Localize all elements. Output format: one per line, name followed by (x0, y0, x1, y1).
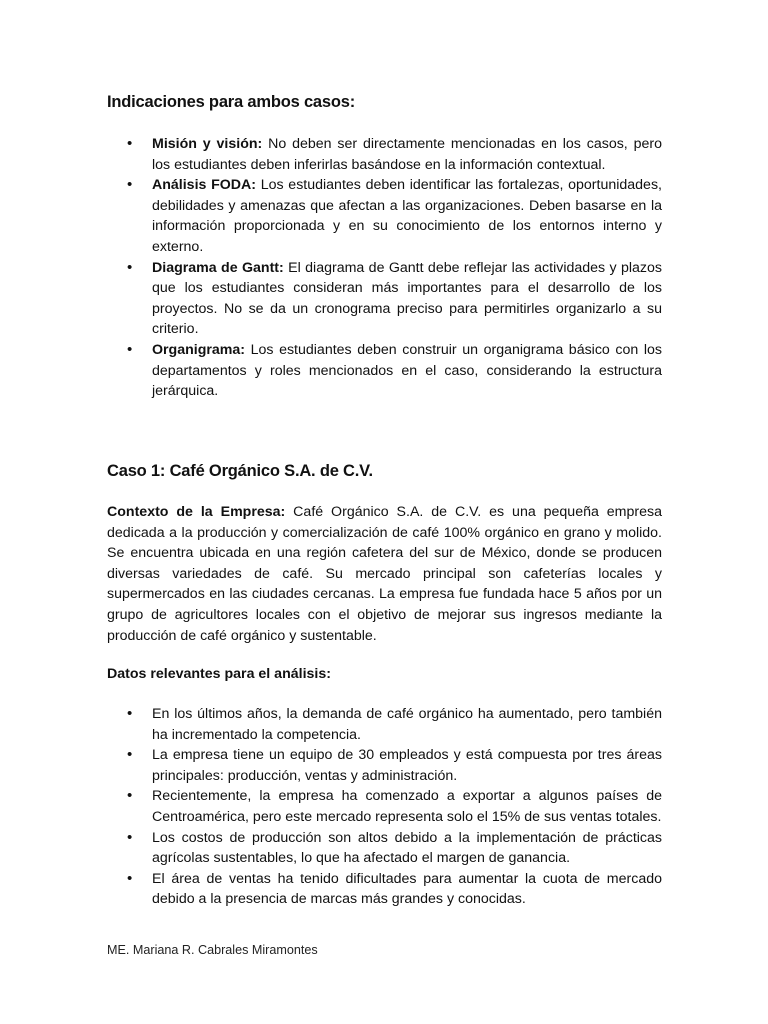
data-list (107, 704, 662, 910)
list-item-text: No deben ser directamente mencionadas en los casos, pero los estudiantes deben inferirlas basándose en la información contextual. (152, 136, 663, 173)
data-subtitle: Datos relevantes para el análisis: (107, 666, 331, 682)
list-item-term: Diagrama de Gantt: (152, 259, 284, 276)
list-item-term: Organigrama: (152, 341, 246, 358)
list-item: • El área de ventas ha tenido dificultades para aumentar la cuota de mercado debido a la presencia de marcas más grandes y conocidas. (107, 869, 662, 910)
context-text: Café Orgánico S.A. de C.V. es una pequeña empresa dedicada a la producción y comercialización de café 100% orgánico en grano y molido. Se encuentra ubicada en una región cafetera del sur de México, donde se producen diversas variedades de café. Su mercado principal son cafeterías locales y supermercados en las ciudades cercanas. La empresa fue fundada hace 5 años por un grupo de agricultores locales con el objetivo de mejorar sus ingresos mediante la producción de café orgánico y sustentable. (107, 504, 662, 644)
list-item: • Recientemente, la empresa ha comenzado a exportar a algunos países de Centroamérica, pero este mercado representa solo el 15% de sus ventas totales. (107, 786, 662, 827)
list-item-text: Los estudiantes deben identificar las fortalezas, oportunidades, debilidades y amenazas que afectan a las organizaciones. Deben basarse en la información proporcionada y en su conocimiento de los entornos interno y externo. (152, 177, 662, 255)
section-title-caso1: Caso 1: Café Orgánico S.A. de C.V. (107, 462, 373, 480)
section-title-indicaciones: Indicaciones para ambos casos: (107, 93, 356, 111)
list-item: • La empresa tiene un equipo de 30 empleados y está compuesta por tres áreas principales: producción, ventas y administración. (107, 745, 662, 786)
document-page (107, 0, 662, 1024)
list-item (107, 340, 662, 402)
context-paragraph (107, 502, 662, 646)
list-item (107, 258, 662, 340)
indicaciones-list (107, 134, 662, 402)
list-item-term: Análisis FODA: (152, 177, 257, 194)
list-item (107, 134, 662, 175)
list-item-text: El diagrama de Gantt debe reflejar las actividades y plazos que los estudiantes consideran más importantes para el desarrollo de los proyectos. No se da un cronograma preciso para permitirles organizarlo a su criterio. (152, 259, 663, 338)
list-item: • Los costos de producción son altos debido a la implementación de prácticas agrícolas sustentables, lo que ha afectado el margen de ganancia. (107, 828, 662, 869)
list-item: • En los últimos años, la demanda de café orgánico ha aumentado, pero también ha incrementado la competencia. (107, 704, 662, 745)
list-item-term: Misión y visión: (152, 136, 263, 152)
footer-author: ME. Mariana R. Cabrales Miramontes (107, 943, 318, 957)
list-item-text: Los estudiantes deben construir un organigrama básico con los departamentos y roles mencionados en el caso, considerando la estructura jerárquica. (152, 341, 662, 400)
list-item (107, 175, 662, 257)
context-label: Contexto de la Empresa: (107, 504, 286, 520)
